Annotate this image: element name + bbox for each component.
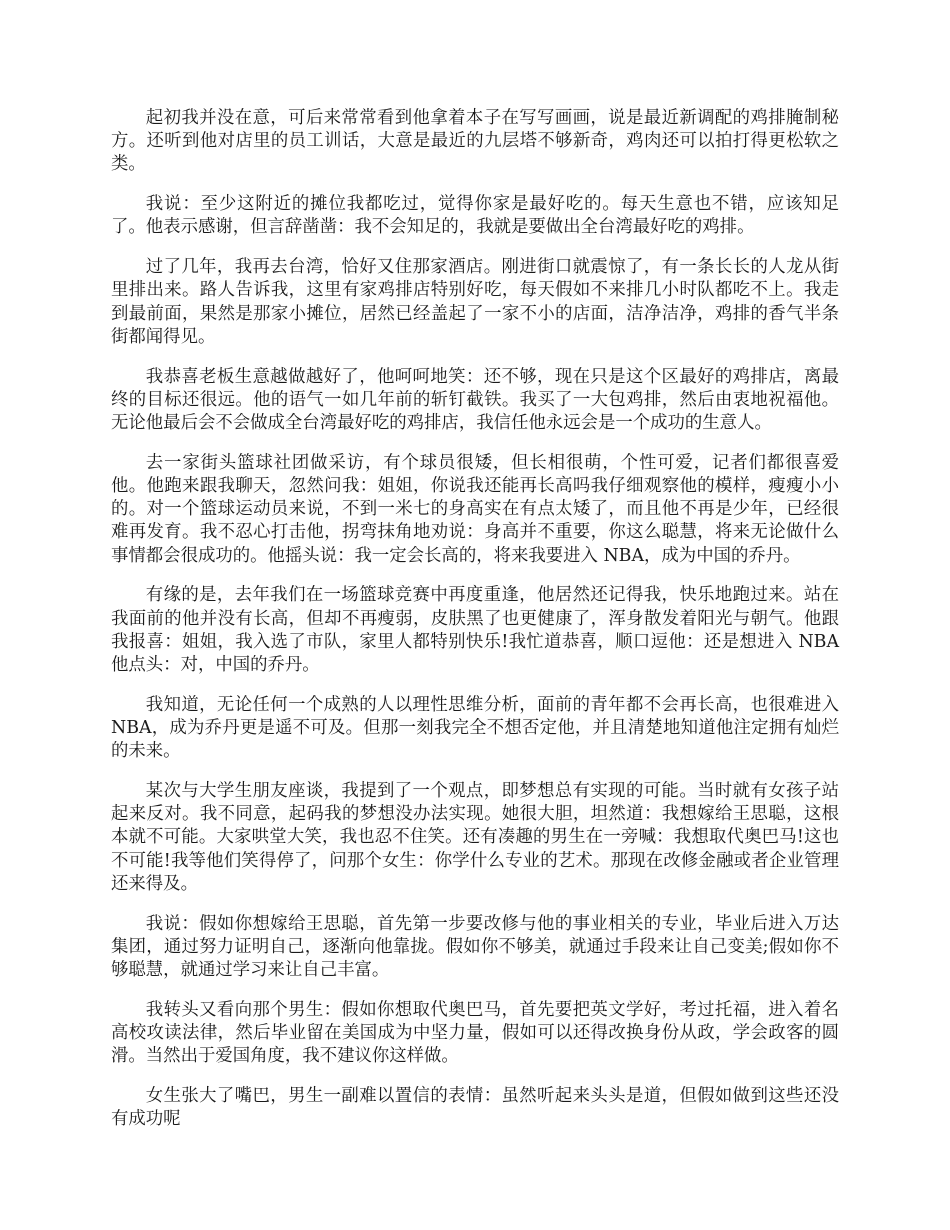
- paragraph-5: 去一家街头篮球社团做采访，有个球员很矮，但长相很萌，个性可爱，记者们都很喜爱他。他跑来跟我聊天，忽然问我：姐姐，你说我还能再长高吗我仔细观察他的模样，瘦瘦小小的。对一个篮球运动员来说，不到一米七的身高实在有点太矮了，而且他不再是少年，已经很难再发育。我不忍心打击他，拐弯抹角地劝说：身高并不重要，你这么聪慧，将来无论做什么事情都会很成功的。他摇头说：我一定会长高的，将来我要进入 NBA，成为中国的乔丹。: [111, 452, 839, 566]
- paragraph-2: 我说：至少这附近的摊位我都吃过，觉得你家是最好吃的。每天生意也不错，应该知足了。他表示感谢，但言辞凿凿：我不会知足的，我就是要做出全台湾最好吃的鸡排。: [111, 194, 839, 238]
- paragraph-1: 起初我并没在意，可后来常常看到他拿着本子在写写画画，说是最近新调配的鸡排腌制秘方。还听到他对店里的员工训话，大意是最近的九层塔不够新奇，鸡肉还可以拍打得更松软之类。: [111, 108, 839, 175]
- paragraph-3: 过了几年，我再去台湾，恰好又住那家酒店。刚进街口就震惊了，有一条长长的人龙从街里排出来。路人告诉我，这里有家鸡排店特别好吃，每天假如不来排几小时队都吃不上。我走到最前面，果然是那家小摊位，居然已经盖起了一家不小的店面，洁净洁净，鸡排的香气半条街都闻得见。: [111, 257, 839, 347]
- paragraph-8: 某次与大学生朋友座谈，我提到了一个观点，即梦想总有实现的可能。当时就有女孩子站起来反对。我不同意，起码我的梦想没办法实现。她很大胆，坦然道：我想嫁给王思聪，这根本就不可能。大家哄堂大笑，我也忍不住笑。还有凑趣的男生在一旁喊：我想取代奥巴马!这也不可能!我等他们笑得停了，问那个女生：你学什么专业的艺术。那现在改修金融或者企业管理还来得及。: [111, 781, 839, 894]
- paragraph-10: 我转头又看向那个男生：假如你想取代奥巴马，首先要把英文学好，考过托福，进入着名高校攻读法律，然后毕业留在美国成为中坚力量，假如可以还得改换身份从政，学会政客的圆滑。当然出于爱国角度，我不建议你这样做。: [111, 999, 839, 1067]
- paragraph-4: 我恭喜老板生意越做越好了，他呵呵地笑：还不够，现在只是这个区最好的鸡排店，离最终的目标还很远。他的语气一如几年前的斩钉截铁。我买了一大包鸡排，然后由衷地祝福他。无论他最后会不会做成全台湾最好吃的鸡排店，我信任他永远会是一个成功的生意人。: [111, 366, 839, 434]
- document-body: [111, 107, 839, 1148]
- paragraph-9: 我说：假如你想嫁给王思聪，首先第一步要改修与他的事业相关的专业，毕业后进入万达集团，通过努力证明自己，逐渐向他靠拢。假如你不够美，就通过手段来让自己变美;假如你不够聪慧，就通过学习来让自己丰富。: [111, 913, 839, 981]
- paragraph-6: 有缘的是，去年我们在一场篮球竞赛中再度重逢，他居然还记得我，快乐地跑过来。站在我面前的他并没有长高，但却不再瘦弱，皮肤黑了也更健康了，浑身散发着阳光与朝气。他跟我报喜：姐姐，我入选了市队，家里人都特别快乐!我忙道恭喜，顺口逗他：还是想进入 NBA 他点头：对，中国的乔丹。: [111, 585, 839, 676]
- paragraph-11: 女生张大了嘴巴，男生一副难以置信的表情：虽然听起来头头是道，但假如做到这些还没有成功呢: [111, 1086, 839, 1130]
- paragraph-7: 我知道，无论任何一个成熟的人以理性思维分析，面前的青年都不会再长高，也很难进入 NBA，成为乔丹更是遥不可及。但那一刻我完全不想否定他，并且清楚地知道他注定拥有灿烂的未来。: [111, 694, 839, 762]
